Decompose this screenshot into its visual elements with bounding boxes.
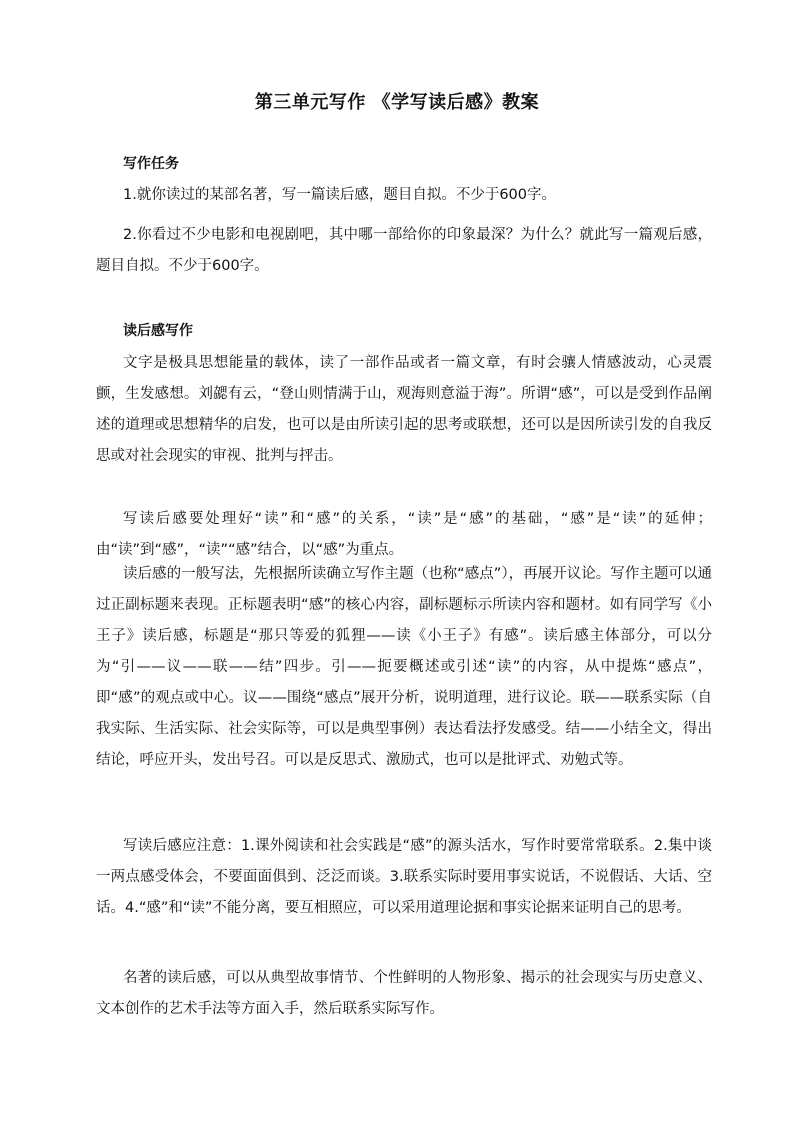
document-title: 第三单元写作 《学写读后感》教案 — [254, 92, 540, 113]
paragraph-classic-works: 名著的读后感，可以从典型故事情节、个性鲜明的人物形象、揭示的社会现实与历史意义、文本创作的艺术手法等方面入手，然后联系实际写作。 — [96, 970, 712, 1017]
section-heading-writing-task: 写作任务 — [123, 156, 179, 172]
task-item-1: 1.就你读过的某部名著，写一篇读后感，题目自拟。不少于600字。 — [123, 187, 557, 203]
task-item-2: 2.你看过不少电影和电视剧吧，其中哪一部给你的印象最深？为什么？就此写一篇观后感，题目自拟。不少于600字。 — [96, 227, 712, 274]
paragraph-notes: 写读后感应注意：1.课外阅读和社会实践是“感”的源头活水，写作时要常常联系。2.集中谈一两点感受体会，不要面面俱到、泛泛而谈。3.联系实际时要用事实说话，不说假话、大话、空话。4.“感”和“读”不能分离，要互相照应，可以采用道理论据和事实论据来证明自己的思考。 — [96, 838, 712, 916]
paragraph-general-method: 读后感的一般写法，先根据所读确立写作主题（也称“感点”），再展开议论。写作主题可以通过正副标题来表现。正标题表明“感”的核心内容，副标题标示所读内容和题材。如有同学写《小王子》读后感，标题是“那只等爱的狐狸——读《小王子》有感”。读后感主体部分，可以分为“引——议——联——结”四步。引——扼要概述或引述“读”的内容，从中提炼“感点”，即“感”的观点或中心。议——围绕“感点”展开分析，说明道理，进行议论。联——联系实际（自我实际、生活实际、社会实际等，可以是典型事例）表达看法抒发感受。结——小结全文，得出结论，呼应开头，发出号召。可以是反思式、激励式，也可以是批评式、劝勉式等。 — [96, 566, 712, 768]
paragraph-what-is-reflection: 文字是极具思想能量的载体，读了一部作品或者一篇文章，有时会骧人情感波动，心灵震颤，生发感想。刘勰有云，“登山则情满于山，观海则意溢于海”。所谓“感”，可以是受到作品阐述的道理或思想精华的启发，也可以是由所读引起的思考或联想，还可以是因所读引发的自我反思或对社会现实的审视、批判与抨击。 — [96, 355, 712, 464]
section-heading-reflection-writing: 读后感写作 — [123, 323, 193, 339]
paragraph-read-and-feel: 写读后感要处理好“读”和“感”的关系，“读”是“感”的基础，“感”是“读”的延伸；由“读”到“感”，“读”“感”结合，以“感”为重点。 — [96, 511, 712, 558]
